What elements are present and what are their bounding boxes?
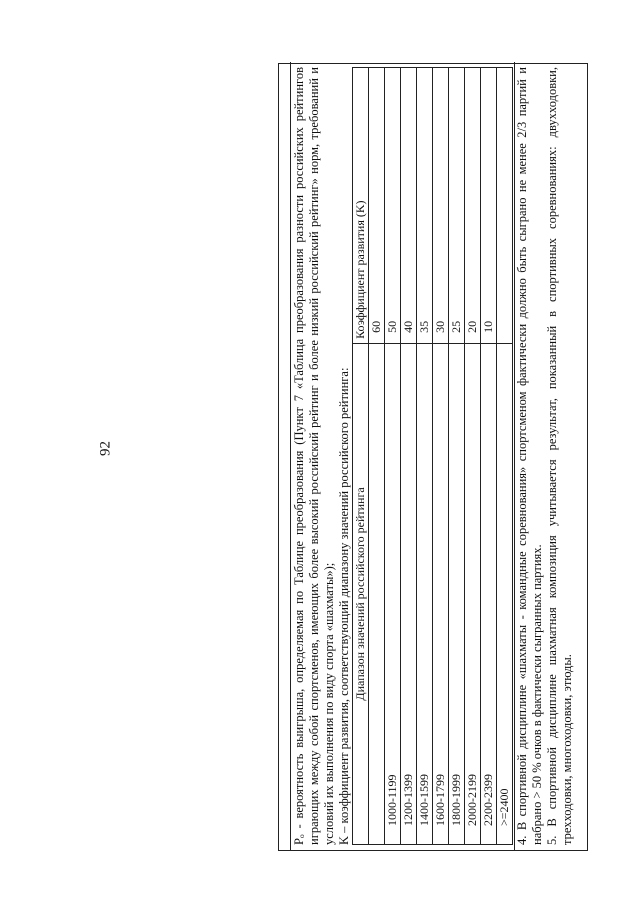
k-cell: 50: [385, 68, 401, 344]
table-row: [481, 68, 497, 845]
k-cell: 30: [433, 68, 449, 344]
k-cell: 40: [401, 68, 417, 344]
coefficient-table-body: [369, 68, 513, 845]
range-header: Диапазон значений российского рейтинга: [353, 343, 369, 844]
k-cell: [497, 68, 513, 344]
range-cell: >=2400: [497, 343, 513, 844]
frame-content: [291, 62, 589, 850]
point-5: 5. В спортивной дисциплине шахматная композиция учитывается результат, показанный в спортивных соревнованиях: двухходовки, трехходовки, многоходовки, этюды.: [545, 67, 574, 845]
range-cell: 1400-1599: [417, 343, 433, 844]
table-row: [433, 68, 449, 845]
k-cell: 35: [417, 68, 433, 344]
notes-block: [514, 62, 575, 850]
k-cell: 60: [369, 68, 385, 344]
range-cell: 2200-2399: [481, 343, 497, 844]
k-cell: 20: [465, 68, 481, 344]
intro-paragraph: Pₒ - вероятность выигрыша, определяемая по Таблице преобразования (Пункт 7 «Таблица преобразования разности российских рейтингов играющих между собой спортсменов, имеющих более высокий российский рейтинг и более низкий российский рейтинг» норм, требований и условий их выполнения по виду спорта «шахматы»);: [292, 67, 336, 845]
blank-strip: [279, 62, 291, 850]
k-header: Коэффициент развития (K): [353, 68, 369, 344]
table-row: [401, 68, 417, 845]
table-row: [465, 68, 481, 845]
range-cell: 1000-1199: [385, 343, 401, 844]
range-cell: [369, 343, 385, 844]
range-cell: 1800-1999: [449, 343, 465, 844]
coefficient-table: [352, 67, 513, 845]
table-row: [497, 68, 513, 845]
point-4: 4. В спортивной дисциплине «шахматы - командные соревнования» спортсменом фактически должно быть сыграно не менее 2/3 партий и набрано > 50 % очков в фактически сыгранных партиях.: [515, 67, 544, 845]
range-cell: 2000-2199: [465, 343, 481, 844]
table-header-row: [353, 68, 369, 845]
page-number: 92: [97, 441, 114, 456]
table-row: [417, 68, 433, 845]
range-cell: 1200-1399: [401, 343, 417, 844]
k-coefficient-line: K – коэффициент развития, соответствующий диапазону значений российского рейтинга:: [337, 367, 351, 845]
table-row: [369, 68, 385, 845]
k-cell: 10: [481, 68, 497, 344]
table-row: [385, 68, 401, 845]
document-frame: [278, 63, 588, 851]
k-cell: 25: [449, 68, 465, 344]
table-row: [449, 68, 465, 845]
range-cell: 1600-1799: [433, 343, 449, 844]
